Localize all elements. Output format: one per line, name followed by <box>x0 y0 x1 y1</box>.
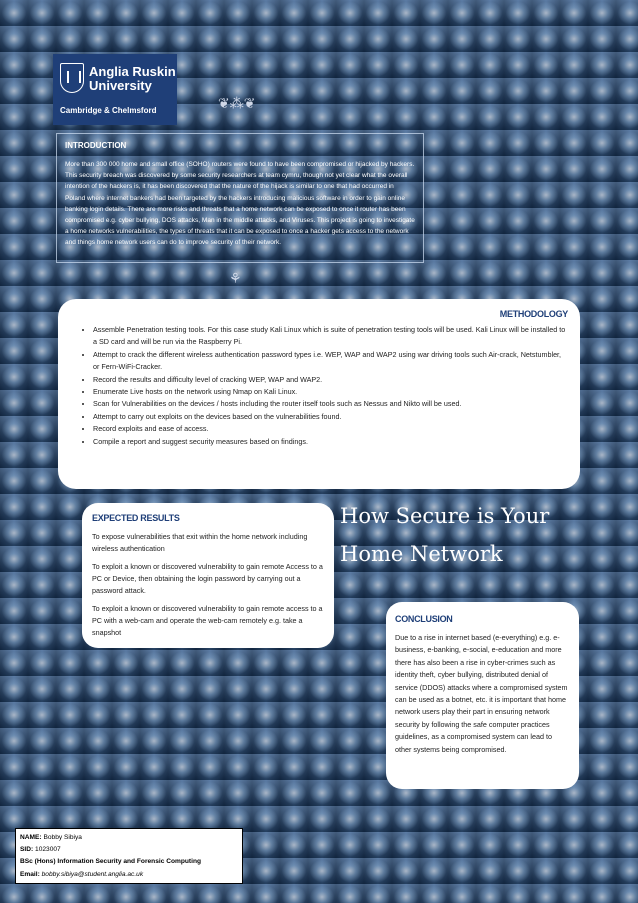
conclusion-text: Due to a rise in internet based (e-everything) e.g. e-business, e-banking, e-social, e-education and more there has also been a rise in cyber-crimes such as identity theft, cyber bullying, distributed denial of service (DDOS) attacks where a compromised system can be used as a botnet, etc. it is important that home network users play their part in ensuring network security by following the safe computer practices guidelines, as a compromised system can lead to other systems being compromised. <box>395 633 568 754</box>
expected-result-2: To exploit a known or discovered vulnerability to gain remote Access to a PC or Device, then obtaining the login password by carrying out a password attack. <box>92 562 323 595</box>
list-item: • Scan for Vulnerabilities on the devices / hosts including the router itself tools such as Nessus and Nikto will be used. <box>93 398 568 410</box>
introduction-heading: INTRODUCTION <box>65 141 127 150</box>
crest-icon <box>60 63 84 93</box>
expected-results-card <box>82 503 334 648</box>
list-item: • Assemble Penetration testing tools. For this case study Kali Linux which is suite of penetration testing tools will be used. Kali Linux will be installed to a SD card and will be run via the Raspberry Pi. <box>93 324 568 349</box>
expected-results-heading: EXPECTED RESULTS <box>92 513 180 523</box>
expected-result-3: To exploit a known or discovered vulnerability to gain remote access to a PC with a web-cam and operate the web-cam remotely e.g. take a snapshot <box>92 604 323 637</box>
list-item: • Attempt to carry out exploits on the devices based on the vulnerabilities found. <box>93 411 568 423</box>
conclusion-card <box>386 602 579 789</box>
conclusion-heading: CONCLUSION <box>395 614 453 624</box>
student-name-row: NAME: Bobby Sibiya <box>20 834 82 841</box>
student-id-row: SID: 1023007 <box>20 846 61 854</box>
methodology-list <box>70 324 568 448</box>
logo-subtitle: Cambridge & Chelmsford <box>60 106 157 115</box>
flourish-icon: ❦⁂❦ <box>218 96 256 112</box>
list-item: • Enumerate Live hosts on the network using Nmap on Kali Linux. <box>93 386 568 398</box>
flourish-icon: ⚘ <box>229 271 242 287</box>
list-item: • Compile a report and suggest security measures based on findings. <box>93 436 568 448</box>
expected-result-1: To expose vulnerabilities that exit within the home network including wireless authentication <box>92 532 308 553</box>
student-course-row: BSc (Hons) Information Security and Forensic Computing <box>20 858 201 866</box>
poster-title: How Secure is Your Home Network <box>340 504 550 566</box>
list-item: • Record the results and difficulty level of cracking WEP, WAP and WAP2. <box>93 374 568 386</box>
university-logo <box>53 54 177 125</box>
methodology-heading: METHODOLOGY <box>499 309 568 319</box>
logo-name: Anglia Ruskin University <box>89 64 176 93</box>
student-info-box <box>15 828 243 884</box>
list-item: • Attempt to crack the different wireless authentication password types i.e. WEP, WAP and WAP2 using war driving tools such Air-crack, Netstumbler, or Fern-WiFi-Cracker. <box>93 349 568 374</box>
introduction-text: More than 300 000 home and small office (SOHO) routers were found to have been compromised or hijacked by hackers. This security breach was discovered by some security researchers at team cymru, though not yet clear what the overall intention of the hackers is, it has been discovered that the nature of the hijack is similar to one that had occurred in Poland where internet bankers had been targeted by the hackers introducing malicious software in order to gain online banking login details. There are more risks and threats that a home network can be exposed to once it router has been compromised e.g. cyber bullying, DOS attacks, Man in the middle attacks, and Viruses. This project is going to investigate a home networks vulnerabilities, the types of threats that it can be exposed to once a hacker gets access to the network and things home network users can do to improve security of their network. <box>65 161 415 247</box>
methodology-card <box>58 299 580 489</box>
list-item: • Record exploits and ease of access. <box>93 423 568 435</box>
introduction-section <box>56 133 424 263</box>
student-email-row: Email: bobby.sibiya@student.anglia.ac.uk <box>20 870 144 878</box>
